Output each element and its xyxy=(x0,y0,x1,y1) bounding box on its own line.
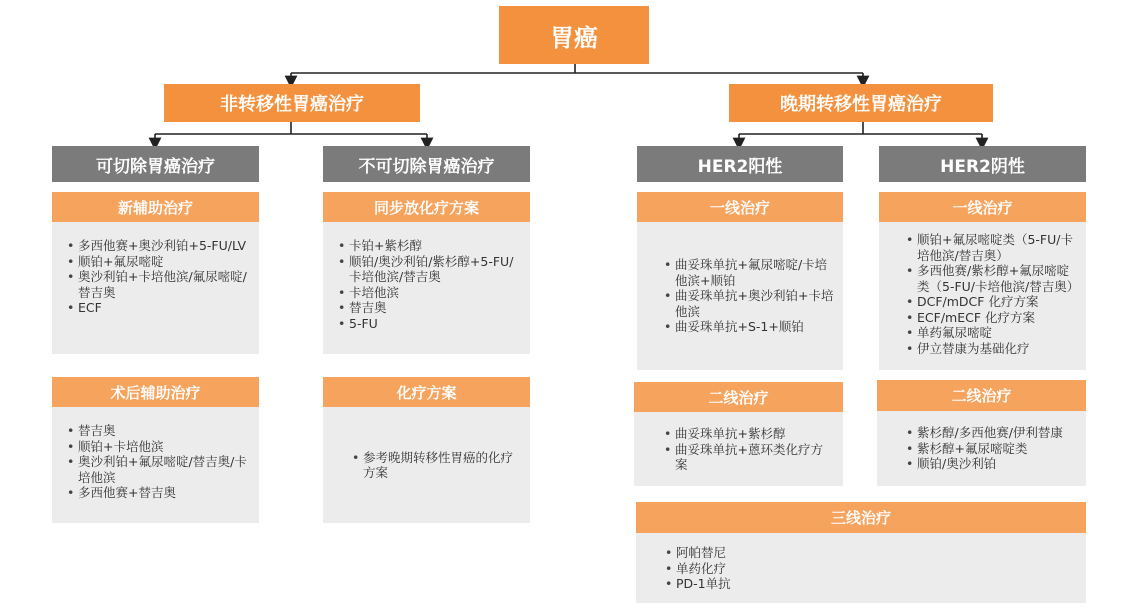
list-item: • 顺铂+氟尿嘧啶类（5-FU/卡培他滨/替吉奥） xyxy=(917,232,1080,263)
adjuvant-header xyxy=(52,377,259,407)
header-her2-positive xyxy=(637,146,843,182)
chemoradiation-title: 同步放化疗方案 xyxy=(373,198,479,217)
third-line-title: 三线治疗 xyxy=(830,509,891,527)
header-her2-positive-title: HER2阳性 xyxy=(697,156,783,177)
neoadjuvant-panel xyxy=(52,222,259,354)
third-line-panel xyxy=(636,533,1086,603)
list-item: • 伊立替康为基础化疗 xyxy=(917,341,1080,357)
list-item: • 紫杉醇+氟尿嘧啶类 xyxy=(917,441,1076,457)
chemoradiation-header xyxy=(323,192,530,222)
list-item: • 替吉奥 xyxy=(78,423,249,439)
her2pos-second-line-panel xyxy=(634,412,843,486)
header-her2-negative-title: HER2阴性 xyxy=(940,156,1025,177)
branch-non-metastatic-title: 非转移性胃癌治疗 xyxy=(220,94,364,115)
list-item: • 单药氟尿嘧啶 xyxy=(917,325,1080,341)
list-item: • 替吉奥 xyxy=(349,300,520,316)
adjuvant-panel xyxy=(52,407,259,523)
list-item: • 顺铂+卡培他滨 xyxy=(78,439,249,455)
list-item: • 曲妥珠单抗+氟尿嘧啶/卡培他滨+顺铂 xyxy=(675,257,835,288)
neoadjuvant-title: 新辅助治疗 xyxy=(117,198,193,217)
list-item: • ECF xyxy=(78,300,249,316)
list-item: • 5-FU xyxy=(349,316,520,332)
list-item: • 曲妥珠单抗+奥沙利铂+卡培他滨 xyxy=(675,288,835,319)
list-item: • 多西他赛/紫杉醇+氟尿嘧啶类（5-FU/卡培他滨/替吉奥） xyxy=(917,263,1080,294)
her2neg-second-line-title: 二线治疗 xyxy=(951,387,1012,405)
list-item: • 顺铂+氟尿嘧啶 xyxy=(78,254,249,270)
list-item: • 多西他赛+奥沙利铂+5-FU/LV xyxy=(78,238,249,254)
root-node xyxy=(499,6,649,64)
her2neg-first-line-panel xyxy=(879,222,1086,370)
list-item: • 曲妥珠单抗+蒽环类化疗方案 xyxy=(675,442,833,473)
list-item: • DCF/mDCF 化疗方案 xyxy=(917,294,1080,310)
branch-non-metastatic xyxy=(164,84,420,122)
list-item: • 卡铂+紫杉醇 xyxy=(349,238,520,254)
header-her2-negative xyxy=(879,146,1086,182)
root-title: 胃癌 xyxy=(550,23,598,52)
list-item: • 顺铂/奥沙利铂/紫杉醇+5-FU/卡培他滨/替吉奥 xyxy=(349,254,520,285)
header-resectable xyxy=(52,146,259,182)
adjuvant-title: 术后辅助治疗 xyxy=(110,383,201,402)
branch-metastatic xyxy=(729,84,993,122)
chemoradiation-panel xyxy=(323,222,530,354)
list-item: • 奥沙利铂+卡培他滨/氟尿嘧啶/替吉奥 xyxy=(78,269,249,300)
list-item: • 多西他赛+替吉奥 xyxy=(78,485,249,501)
list-item: • 顺铂/奥沙利铂 xyxy=(917,456,1076,472)
list-item: • 曲妥珠单抗+紫杉醇 xyxy=(675,426,833,442)
her2neg-first-line-header xyxy=(879,192,1086,222)
list-item: • 阿帕替尼 xyxy=(676,545,1076,561)
her2neg-second-line-header xyxy=(877,380,1086,411)
list-item: • 参考晚期转移性胃癌的化疗方案 xyxy=(363,450,520,481)
her2pos-first-line-panel xyxy=(637,222,843,370)
her2pos-first-line-title: 一线治疗 xyxy=(709,198,770,217)
header-unresectable xyxy=(323,146,530,182)
her2pos-second-line-header xyxy=(634,382,843,412)
list-item: • 紫杉醇/多西他赛/伊利替康 xyxy=(917,425,1076,441)
her2neg-second-line-panel xyxy=(877,411,1086,486)
third-line-header xyxy=(636,502,1086,533)
branch-metastatic-title: 晚期转移性胃癌治疗 xyxy=(780,94,942,115)
header-resectable-title: 可切除胃癌治疗 xyxy=(96,156,215,177)
list-item: • PD-1单抗 xyxy=(676,576,1076,592)
chemo-panel xyxy=(323,407,530,523)
her2neg-first-line-title: 一线治疗 xyxy=(952,198,1013,217)
chemo-header xyxy=(323,377,530,407)
chemo-title: 化疗方案 xyxy=(396,383,457,402)
list-item: • 卡培他滨 xyxy=(349,285,520,301)
neoadjuvant-header xyxy=(52,192,259,222)
list-item: • 奥沙利铂+氟尿嘧啶/替吉奥/卡培他滨 xyxy=(78,454,249,485)
her2pos-first-line-header xyxy=(637,192,843,222)
her2pos-second-line-title: 二线治疗 xyxy=(708,388,769,407)
header-unresectable-title: 不可切除胃癌治疗 xyxy=(358,156,495,177)
list-item: • 曲妥珠单抗+S-1+顺铂 xyxy=(675,319,835,335)
list-item: • 单药化疗 xyxy=(676,561,1076,577)
list-item: • ECF/mECF 化疗方案 xyxy=(917,310,1080,326)
